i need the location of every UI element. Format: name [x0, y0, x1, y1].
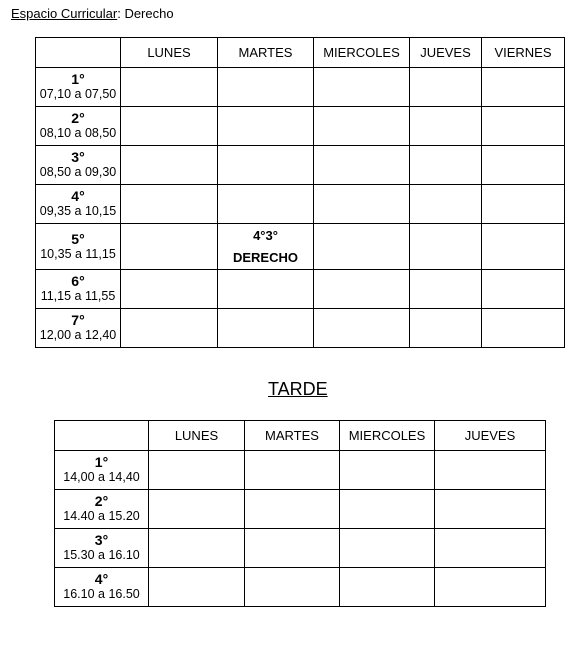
slot-cell [36, 146, 121, 185]
day-header: LUNES [121, 38, 218, 68]
slot-cell [55, 490, 149, 529]
table-row [36, 107, 565, 146]
table-row [36, 68, 565, 107]
slot-number: 2° [71, 110, 85, 126]
schedule-cell [314, 146, 410, 185]
schedule-cell [245, 490, 340, 529]
schedule-cell [435, 451, 546, 490]
day-header: JUEVES [435, 421, 546, 451]
corner-cell [55, 421, 149, 451]
day-header: VIERNES [482, 38, 565, 68]
slot-cell [36, 185, 121, 224]
slot-number: 4° [71, 188, 85, 204]
day-header: MARTES [245, 421, 340, 451]
class-subject: DERECHO [232, 249, 298, 265]
schedule-cell [314, 224, 410, 270]
day-header: LUNES [149, 421, 245, 451]
schedule-cell [121, 68, 218, 107]
curricular-space-header [11, 6, 174, 22]
day-header: MIERCOLES [314, 38, 410, 68]
morning-schedule-table [35, 37, 565, 348]
slot-number: 4° [94, 571, 109, 587]
class-course: 4°3° [253, 227, 278, 243]
schedule-cell [410, 309, 482, 348]
afternoon-header-row [55, 421, 546, 451]
schedule-cell [482, 270, 565, 309]
schedule-cell [482, 107, 565, 146]
schedule-cell [245, 451, 340, 490]
slot-time: 14.40 a 15.20 [63, 509, 140, 523]
slot-cell [36, 68, 121, 107]
schedule-cell [314, 68, 410, 107]
slot-time: 08,10 a 08,50 [39, 126, 117, 140]
schedule-cell [218, 68, 314, 107]
table-row [55, 490, 546, 529]
schedule-cell [482, 224, 565, 270]
slot-time: 14,00 a 14,40 [63, 470, 140, 484]
table-row [55, 451, 546, 490]
table-row [55, 529, 546, 568]
schedule-cell [218, 146, 314, 185]
schedule-cell [149, 568, 245, 607]
schedule-cell [410, 68, 482, 107]
schedule-cell [121, 270, 218, 309]
afternoon-title: TARDE [268, 379, 328, 399]
slot-cell [55, 529, 149, 568]
slot-number: 5° [71, 230, 85, 247]
slot-time: 15.30 a 16.10 [63, 548, 140, 562]
slot-number: 3° [94, 532, 109, 548]
slot-number: 1° [71, 71, 85, 87]
schedule-cell [482, 146, 565, 185]
schedule-cell [314, 185, 410, 224]
slot-time: 11,15 a 11,55 [40, 289, 116, 303]
slot-time: 16.10 a 16.50 [63, 587, 140, 601]
day-header: MARTES [218, 38, 314, 68]
header-value: Derecho [120, 6, 174, 21]
schedule-cell [482, 309, 565, 348]
slot-time: 10,35 a 11,15 [40, 246, 116, 261]
schedule-cell [149, 529, 245, 568]
schedule-cell [314, 107, 410, 146]
slot-time: 07,10 a 07,50 [39, 87, 117, 101]
schedule-cell [245, 529, 340, 568]
slot-number: 3° [71, 149, 85, 165]
schedule-cell [482, 185, 565, 224]
schedule-cell [149, 451, 245, 490]
slot-cell [36, 224, 121, 270]
schedule-cell [340, 490, 435, 529]
slot-time: 12,00 a 12,40 [39, 328, 117, 342]
day-header: MIERCOLES [340, 421, 435, 451]
afternoon-schedule-table [54, 420, 546, 607]
header-label: Espacio Curricular [11, 6, 118, 21]
schedule-cell [218, 185, 314, 224]
schedule-cell [218, 270, 314, 309]
schedule-cell [218, 309, 314, 348]
schedule-cell [121, 309, 218, 348]
schedule-cell [435, 490, 546, 529]
table-row [55, 568, 546, 607]
schedule-cell [121, 107, 218, 146]
schedule-cell [340, 529, 435, 568]
slot-cell [36, 309, 121, 348]
table-row [36, 309, 565, 348]
morning-header-row [36, 38, 565, 68]
table-row [36, 185, 565, 224]
schedule-cell [435, 529, 546, 568]
slot-cell [36, 107, 121, 146]
schedule-cell [410, 270, 482, 309]
table-row [36, 270, 565, 309]
slot-time: 08,50 a 09,30 [39, 165, 117, 179]
slot-time: 09,35 a 10,15 [39, 204, 117, 218]
schedule-cell [121, 146, 218, 185]
slot-cell [36, 270, 121, 309]
schedule-cell [314, 270, 410, 309]
slot-number: 2° [94, 493, 109, 509]
scheduled-class-cell [218, 224, 314, 270]
schedule-cell [410, 224, 482, 270]
table-row [36, 224, 565, 270]
schedule-cell [218, 107, 314, 146]
schedule-cell [121, 224, 218, 270]
schedule-cell [340, 568, 435, 607]
corner-cell [36, 38, 121, 68]
schedule-cell [340, 451, 435, 490]
schedule-cell [410, 146, 482, 185]
schedule-cell [121, 185, 218, 224]
schedule-cell [410, 185, 482, 224]
header-colon: : [117, 6, 121, 21]
table-row [36, 146, 565, 185]
schedule-cell [314, 309, 410, 348]
slot-number: 1° [94, 454, 109, 470]
schedule-cell [149, 490, 245, 529]
schedule-cell [245, 568, 340, 607]
day-header: JUEVES [410, 38, 482, 68]
slot-number: 6° [71, 273, 85, 289]
schedule-cell [410, 107, 482, 146]
slot-number: 7° [71, 312, 85, 328]
schedule-cell [482, 68, 565, 107]
slot-cell [55, 451, 149, 490]
slot-cell [55, 568, 149, 607]
schedule-cell [435, 568, 546, 607]
